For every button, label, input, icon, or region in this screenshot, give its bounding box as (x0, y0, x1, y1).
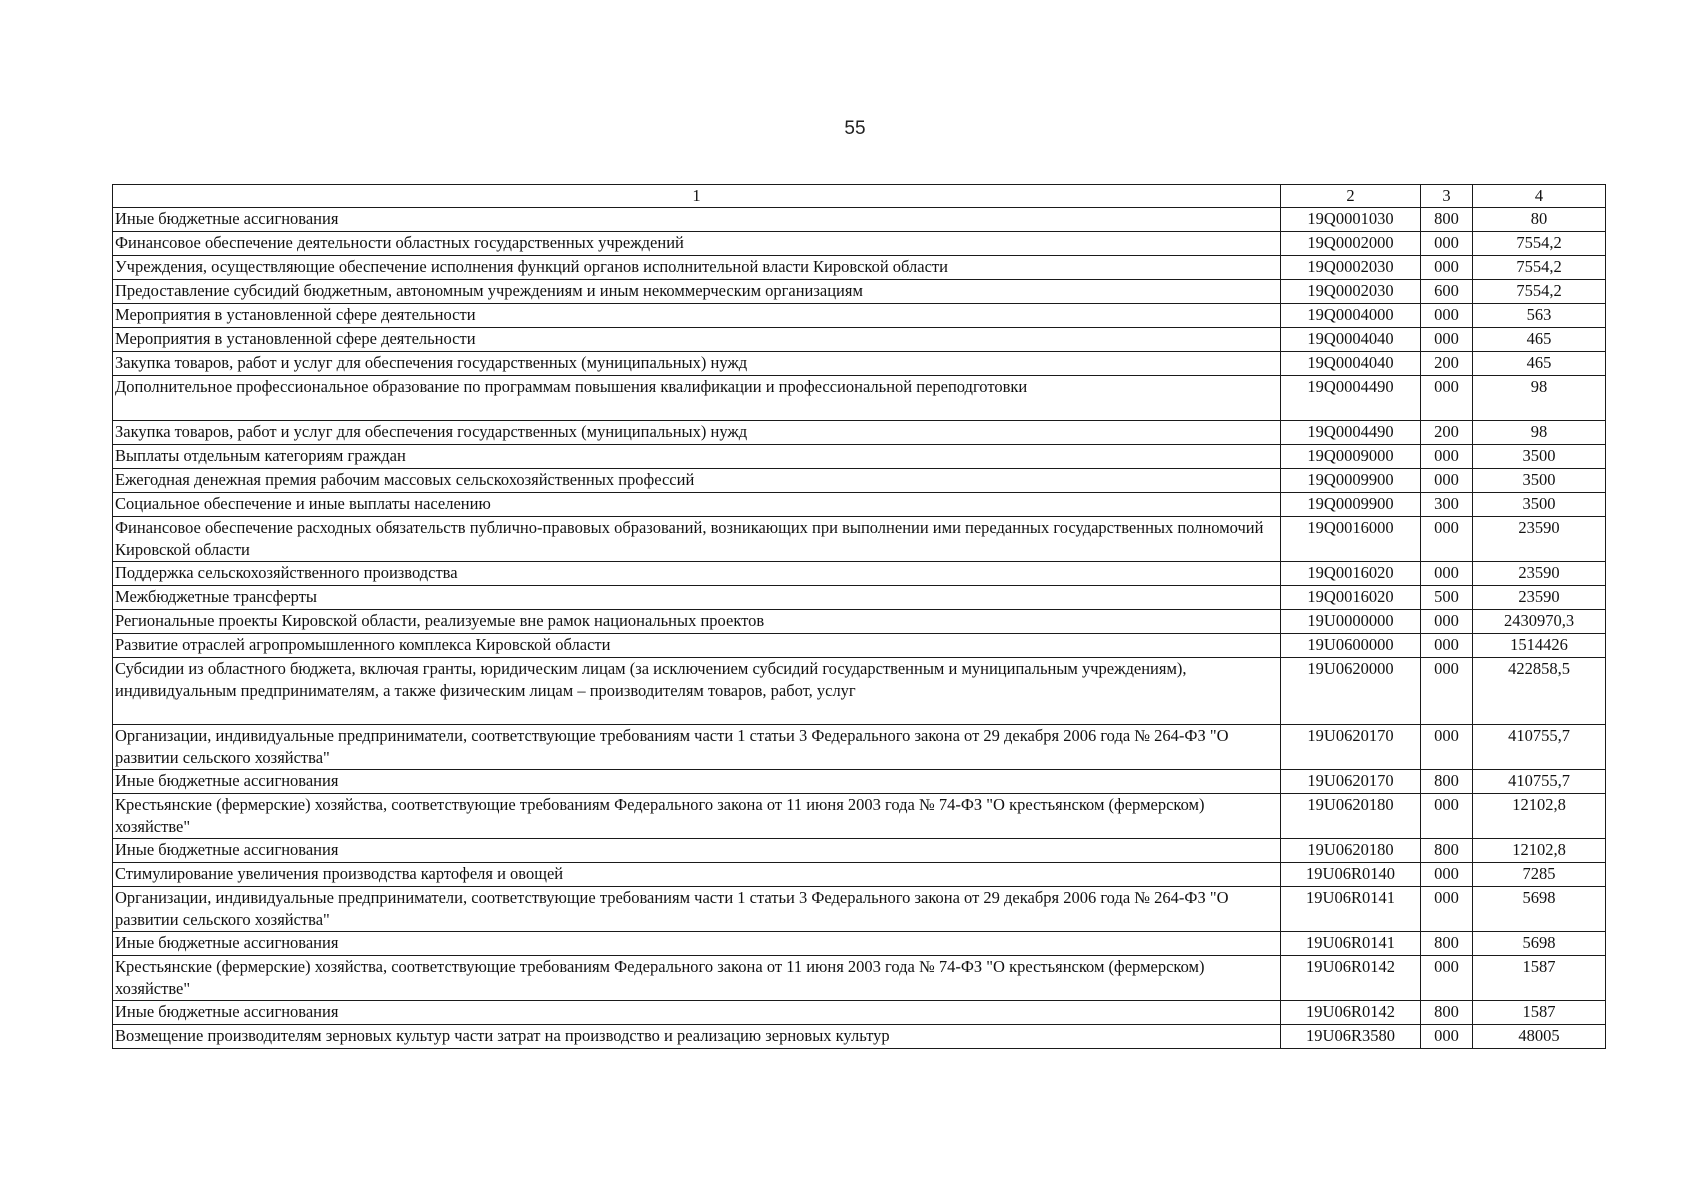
row-code-cell: 19Q0004040 (1281, 328, 1421, 352)
table-row (113, 887, 1606, 932)
row-code-cell: 19U06R0142 (1281, 1001, 1421, 1025)
row-type-cell: 000 (1421, 469, 1473, 493)
row-name-cell: Межбюджетные трансферты (113, 586, 1281, 610)
row-code-cell: 19U06R0141 (1281, 887, 1421, 932)
row-name-cell: Возмещение производителям зерновых культур части затрат на производство и реализацию зерновых культур (113, 1025, 1281, 1049)
row-name-cell: Финансовое обеспечение расходных обязательств публично-правовых образований, возникающих при выполнении ими переданных государственных полномочий Кировской области (113, 517, 1281, 562)
row-code-cell: 19U0600000 (1281, 634, 1421, 658)
row-type-cell: 000 (1421, 232, 1473, 256)
row-name-cell: Предоставление субсидий бюджетным, автономным учреждениям и иным некоммерческим организациям (113, 280, 1281, 304)
row-name-cell: Развитие отраслей агропромышленного комплекса Кировской области (113, 634, 1281, 658)
row-amount-cell: 23590 (1473, 517, 1606, 562)
row-amount-cell: 23590 (1473, 586, 1606, 610)
row-name-cell: Иные бюджетные ассигнования (113, 770, 1281, 794)
row-name-cell: Субсидии из областного бюджета, включая гранты, юридическим лицам (за исключением субсидий государственным и муниципальным учреждениям), индивидуальным предпринимателям, а также физическим лицам – производителям товаров, работ, услуг (113, 658, 1281, 725)
header-col-4: 4 (1473, 185, 1606, 208)
row-type-cell: 500 (1421, 586, 1473, 610)
row-code-cell: 19U0620170 (1281, 770, 1421, 794)
row-type-cell: 000 (1421, 304, 1473, 328)
header-col-2: 2 (1281, 185, 1421, 208)
row-amount-cell: 48005 (1473, 1025, 1606, 1049)
row-type-cell: 000 (1421, 725, 1473, 770)
row-amount-cell: 5698 (1473, 932, 1606, 956)
row-amount-cell: 7554,2 (1473, 256, 1606, 280)
row-amount-cell: 3500 (1473, 493, 1606, 517)
table-row (113, 770, 1606, 794)
row-amount-cell: 3500 (1473, 469, 1606, 493)
table-row (113, 445, 1606, 469)
row-amount-cell: 12102,8 (1473, 839, 1606, 863)
row-amount-cell: 98 (1473, 421, 1606, 445)
row-type-cell: 000 (1421, 956, 1473, 1001)
table-row (113, 376, 1606, 421)
row-name-cell: Закупка товаров, работ и услуг для обеспечения государственных (муниципальных) нужд (113, 352, 1281, 376)
row-amount-cell: 422858,5 (1473, 658, 1606, 725)
row-name-cell: Крестьянские (фермерские) хозяйства, соответствующие требованиям Федерального закона от 11 июня 2003 года № 74-ФЗ "О крестьянском (фермерском) хозяйстве" (113, 794, 1281, 839)
table-body (113, 208, 1606, 1049)
row-amount-cell: 7285 (1473, 863, 1606, 887)
row-amount-cell: 3500 (1473, 445, 1606, 469)
row-type-cell: 200 (1421, 352, 1473, 376)
row-code-cell: 19Q0009900 (1281, 469, 1421, 493)
row-code-cell: 19Q0009000 (1281, 445, 1421, 469)
table-row (113, 956, 1606, 1001)
row-amount-cell: 410755,7 (1473, 770, 1606, 794)
table-row (113, 586, 1606, 610)
table-row (113, 610, 1606, 634)
row-name-cell: Ежегодная денежная премия рабочим массовых сельскохозяйственных профессий (113, 469, 1281, 493)
row-type-cell: 200 (1421, 421, 1473, 445)
row-code-cell: 19Q0002030 (1281, 280, 1421, 304)
row-code-cell: 19Q0009900 (1281, 493, 1421, 517)
row-type-cell: 000 (1421, 863, 1473, 887)
row-type-cell: 000 (1421, 794, 1473, 839)
row-type-cell: 000 (1421, 887, 1473, 932)
row-code-cell: 19Q0016020 (1281, 562, 1421, 586)
row-code-cell: 19U0620180 (1281, 839, 1421, 863)
table-row (113, 352, 1606, 376)
table-row (113, 932, 1606, 956)
row-name-cell: Организации, индивидуальные предприниматели, соответствующие требованиям части 1 статьи 3 Федерального закона от 29 декабря 2006 года № 264-ФЗ "О развитии сельского хозяйства" (113, 725, 1281, 770)
row-type-cell: 800 (1421, 770, 1473, 794)
table-row (113, 232, 1606, 256)
row-type-cell: 000 (1421, 517, 1473, 562)
row-type-cell: 000 (1421, 376, 1473, 421)
table-row (113, 469, 1606, 493)
table-row (113, 794, 1606, 839)
row-amount-cell: 465 (1473, 352, 1606, 376)
row-type-cell: 000 (1421, 610, 1473, 634)
row-code-cell: 19Q0004490 (1281, 376, 1421, 421)
row-code-cell: 19U06R0142 (1281, 956, 1421, 1001)
row-name-cell: Финансовое обеспечение деятельности областных государственных учреждений (113, 232, 1281, 256)
row-amount-cell: 1587 (1473, 956, 1606, 1001)
row-code-cell: 19U06R0140 (1281, 863, 1421, 887)
table-row (113, 634, 1606, 658)
table-header (113, 185, 1606, 208)
row-name-cell: Поддержка сельскохозяйственного производства (113, 562, 1281, 586)
header-col-1: 1 (113, 185, 1281, 208)
row-name-cell: Мероприятия в установленной сфере деятельности (113, 328, 1281, 352)
table-row (113, 208, 1606, 232)
row-code-cell: 19U0620000 (1281, 658, 1421, 725)
row-name-cell: Иные бюджетные ассигнования (113, 839, 1281, 863)
row-name-cell: Крестьянские (фермерские) хозяйства, соответствующие требованиям Федерального закона от 11 июня 2003 года № 74-ФЗ "О крестьянском (фермерском) хозяйстве" (113, 956, 1281, 1001)
row-name-cell: Стимулирование увеличения производства картофеля и овощей (113, 863, 1281, 887)
row-name-cell: Иные бюджетные ассигнования (113, 932, 1281, 956)
row-code-cell: 19Q0016020 (1281, 586, 1421, 610)
row-amount-cell: 2430970,3 (1473, 610, 1606, 634)
table-row (113, 863, 1606, 887)
row-name-cell: Дополнительное профессиональное образование по программам повышения квалификации и профессиональной переподготовки (113, 376, 1281, 421)
row-name-cell: Иные бюджетные ассигнования (113, 1001, 1281, 1025)
row-name-cell: Учреждения, осуществляющие обеспечение исполнения функций органов исполнительной власти Кировской области (113, 256, 1281, 280)
page-number: 55 (844, 118, 866, 139)
table-row (113, 1001, 1606, 1025)
row-amount-cell: 98 (1473, 376, 1606, 421)
row-code-cell: 19Q0002000 (1281, 232, 1421, 256)
row-amount-cell: 563 (1473, 304, 1606, 328)
row-type-cell: 000 (1421, 634, 1473, 658)
row-name-cell: Иные бюджетные ассигнования (113, 208, 1281, 232)
row-type-cell: 000 (1421, 562, 1473, 586)
row-code-cell: 19Q0016000 (1281, 517, 1421, 562)
row-code-cell: 19Q0004040 (1281, 352, 1421, 376)
row-amount-cell: 410755,7 (1473, 725, 1606, 770)
row-code-cell: 19U0620170 (1281, 725, 1421, 770)
row-code-cell: 19U06R0141 (1281, 932, 1421, 956)
table-row (113, 517, 1606, 562)
row-amount-cell: 1514426 (1473, 634, 1606, 658)
row-type-cell: 000 (1421, 256, 1473, 280)
row-name-cell: Выплаты отдельным категориям граждан (113, 445, 1281, 469)
row-type-cell: 600 (1421, 280, 1473, 304)
table-row (113, 493, 1606, 517)
row-type-cell: 800 (1421, 839, 1473, 863)
header-row (113, 185, 1606, 208)
row-amount-cell: 23590 (1473, 562, 1606, 586)
row-code-cell: 19U06R3580 (1281, 1025, 1421, 1049)
row-type-cell: 000 (1421, 328, 1473, 352)
row-code-cell: 19U0620180 (1281, 794, 1421, 839)
table-row (113, 839, 1606, 863)
row-amount-cell: 5698 (1473, 887, 1606, 932)
table-row (113, 658, 1606, 725)
row-amount-cell: 12102,8 (1473, 794, 1606, 839)
table-row (113, 328, 1606, 352)
row-amount-cell: 465 (1473, 328, 1606, 352)
row-name-cell: Закупка товаров, работ и услуг для обеспечения государственных (муниципальных) нужд (113, 421, 1281, 445)
row-code-cell: 19Q0004000 (1281, 304, 1421, 328)
row-amount-cell: 1587 (1473, 1001, 1606, 1025)
row-type-cell: 800 (1421, 932, 1473, 956)
row-name-cell: Социальное обеспечение и иные выплаты населению (113, 493, 1281, 517)
header-col-3: 3 (1421, 185, 1473, 208)
row-code-cell: 19Q0002030 (1281, 256, 1421, 280)
row-name-cell: Организации, индивидуальные предприниматели, соответствующие требованиям части 1 статьи 3 Федерального закона от 29 декабря 2006 года № 264-ФЗ "О развитии сельского хозяйства" (113, 887, 1281, 932)
table-row (113, 1025, 1606, 1049)
row-code-cell: 19Q0004490 (1281, 421, 1421, 445)
row-type-cell: 800 (1421, 1001, 1473, 1025)
row-type-cell: 000 (1421, 658, 1473, 725)
table-row (113, 562, 1606, 586)
table-row (113, 421, 1606, 445)
row-code-cell: 19U0000000 (1281, 610, 1421, 634)
table-row (113, 725, 1606, 770)
table-row (113, 304, 1606, 328)
row-code-cell: 19Q0001030 (1281, 208, 1421, 232)
row-name-cell: Мероприятия в установленной сфере деятельности (113, 304, 1281, 328)
table-row (113, 256, 1606, 280)
row-amount-cell: 7554,2 (1473, 280, 1606, 304)
row-type-cell: 000 (1421, 445, 1473, 469)
table-row (113, 280, 1606, 304)
row-name-cell: Региональные проекты Кировской области, реализуемые вне рамок национальных проектов (113, 610, 1281, 634)
row-amount-cell: 80 (1473, 208, 1606, 232)
budget-table (112, 184, 1606, 1049)
row-amount-cell: 7554,2 (1473, 232, 1606, 256)
row-type-cell: 000 (1421, 1025, 1473, 1049)
row-type-cell: 800 (1421, 208, 1473, 232)
row-type-cell: 300 (1421, 493, 1473, 517)
